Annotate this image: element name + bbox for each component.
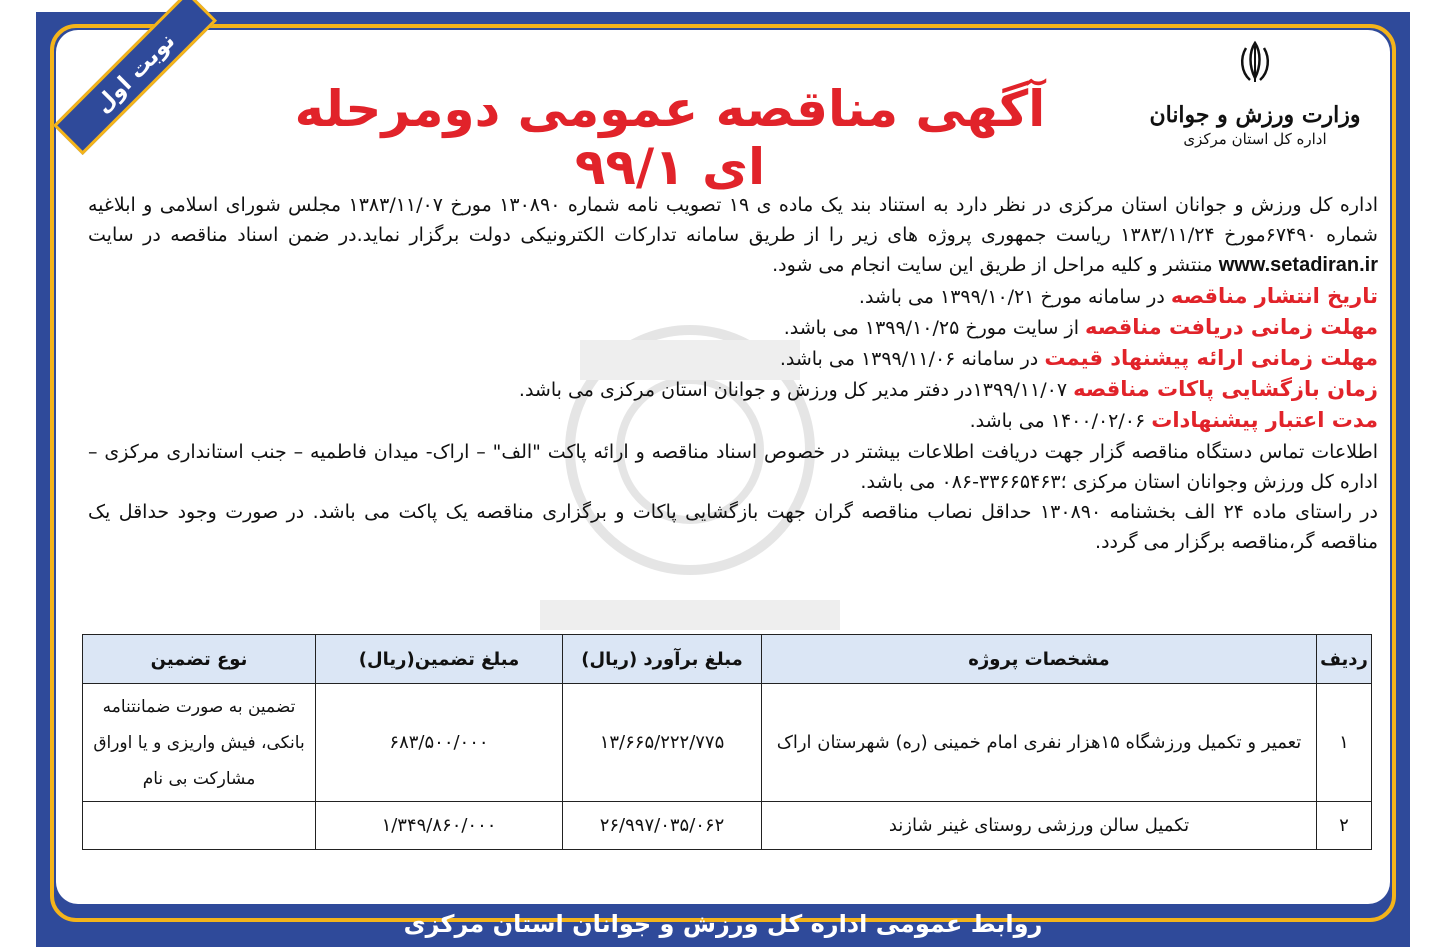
date-line — [88, 343, 1378, 374]
intro-text-end: منتشر و کلیه مراحل از طریق این سایت انجام می شود. — [772, 254, 1213, 277]
cell-guarantee-type: تضمین به صورت ضمانتنامه بانکی، فیش واریزی و یا اوراق مشارکت بی نام — [83, 684, 316, 802]
date-label: مهلت زمانی دریافت مناقصه — [1085, 314, 1378, 339]
tender-title: آگهی مناقصه عمومی دومرحله ای ۹۹/۱ — [294, 80, 1046, 196]
date-label: تاریخ انتشار مناقصه — [1170, 283, 1378, 308]
ministry-logo — [1140, 40, 1370, 180]
cell-row-number: ۲ — [1317, 802, 1372, 850]
date-label: مدت اعتبار پیشنهادات — [1151, 408, 1378, 433]
table-header-row — [83, 635, 1372, 684]
projects-table — [82, 634, 1372, 850]
date-label: مهلت زمانی ارائه پیشنهاد قیمت — [1044, 346, 1378, 371]
header-project: مشخصات پروژه — [762, 635, 1317, 684]
date-text: ۱۴۰۰/۰۲/۰۶ می باشد. — [969, 410, 1146, 433]
date-text: ۱۳۹۹/۱۱/۰۷در دفتر مدیر کل ورزش و جوانان استان مرکزی می باشد. — [518, 379, 1068, 402]
intro-text: اداره کل ورزش و جوانان استان مرکزی در نظر دارد به استناد بند یک ماده ی ۱۹ تصویب نامه شماره ۱۳۰۸۹۰ مورخ ۱۳۸۳/۱۱/۰۷ مجلس شورای اسلامی و ابلاغیه شماره ۶۷۴۹۰مورخ ۱۳۸۳/۱۱/۲۴ ریاست جمهوری پروژه های زیر را از طریق سامانه تدارکات الکترونیکی دولت برگزار نماید.در ضمن اسناد مناقصه در سایت — [88, 194, 1378, 247]
cell-project: تعمیر و تکمیل ورزشگاه ۱۵هزار نفری امام خمینی (ره) شهرستان اراک — [762, 684, 1317, 802]
public-relations-footer: روابط عمومی اداره کل ورزش و جوانان استان مرکزی — [403, 910, 1043, 938]
table-row — [83, 802, 1372, 850]
contact-paragraph: اطلاعات تماس دستگاه مناقصه گزار جهت دریافت اطلاعات بیشتر در خصوص اسناد مناقصه و ارائه پاکت "الف" – اراک- میدان فاطمیه – جنب استانداری مرکزی – اداره کل ورزش وجوانان استان مرکزی ؛۳۳۶۶۵۴۶۳-۰۸۶ می باشد. — [88, 440, 1378, 493]
header-guarantee-type: نوع تضمین — [83, 635, 316, 684]
date-line — [88, 374, 1378, 405]
setadiran-link[interactable]: www.setadiran.ir — [1218, 254, 1378, 277]
cell-estimate: ۱۳/۶۶۵/۲۲۲/۷۷۵ — [563, 684, 762, 802]
header-estimate: مبلغ برآورد (ریال) — [563, 635, 762, 684]
announcement-body — [88, 190, 1378, 557]
ministry-name: وزارت ورزش و جوانان — [1149, 102, 1361, 128]
date-label: زمان بازگشایی پاکات مناقصه — [1073, 377, 1378, 402]
table-row — [83, 684, 1372, 802]
office-name: اداره کل استان مرکزی — [1183, 130, 1327, 148]
iran-emblem-icon — [1235, 40, 1275, 84]
rule-paragraph: در راستای ماده ۲۴ الف بخشنامه ۱۳۰۸۹۰ حداقل نصاب مناقصه گران جهت بازگشایی پاکات و برگزاری مناقصه یک پاکت می باشد. در صورت وجود حداقل یک مناقصه گر،مناقصه برگزار می گردد. — [88, 501, 1378, 554]
date-line — [88, 405, 1378, 436]
cell-estimate: ۲۶/۹۹۷/۰۳۵/۰۶۲ — [563, 802, 762, 850]
header-guarantee-amount: مبلغ تضمین(ریال) — [316, 635, 563, 684]
cell-guarantee-type — [83, 802, 316, 850]
ribbon-label: نوبت اول — [90, 28, 180, 118]
date-text: از سایت مورخ ۱۳۹۹/۱۰/۲۵ می باشد. — [783, 316, 1079, 339]
intro-paragraph — [88, 190, 1378, 281]
date-line — [88, 312, 1378, 343]
cell-guarantee-amount: ۶۸۳/۵۰۰/۰۰۰ — [316, 684, 563, 802]
cell-project: تکمیل سالن ورزشی روستای غینر شازند — [762, 802, 1317, 850]
header-row-number: ردیف — [1317, 635, 1372, 684]
date-text: در سامانه ۱۳۹۹/۱۱/۰۶ می باشد. — [779, 348, 1039, 371]
date-line — [88, 281, 1378, 312]
cell-row-number: ۱ — [1317, 684, 1372, 802]
cell-guarantee-amount: ۱/۳۴۹/۸۶۰/۰۰۰ — [316, 802, 563, 850]
date-text: در سامانه مورخ ۱۳۹۹/۱۰/۲۱ می باشد. — [858, 285, 1165, 308]
